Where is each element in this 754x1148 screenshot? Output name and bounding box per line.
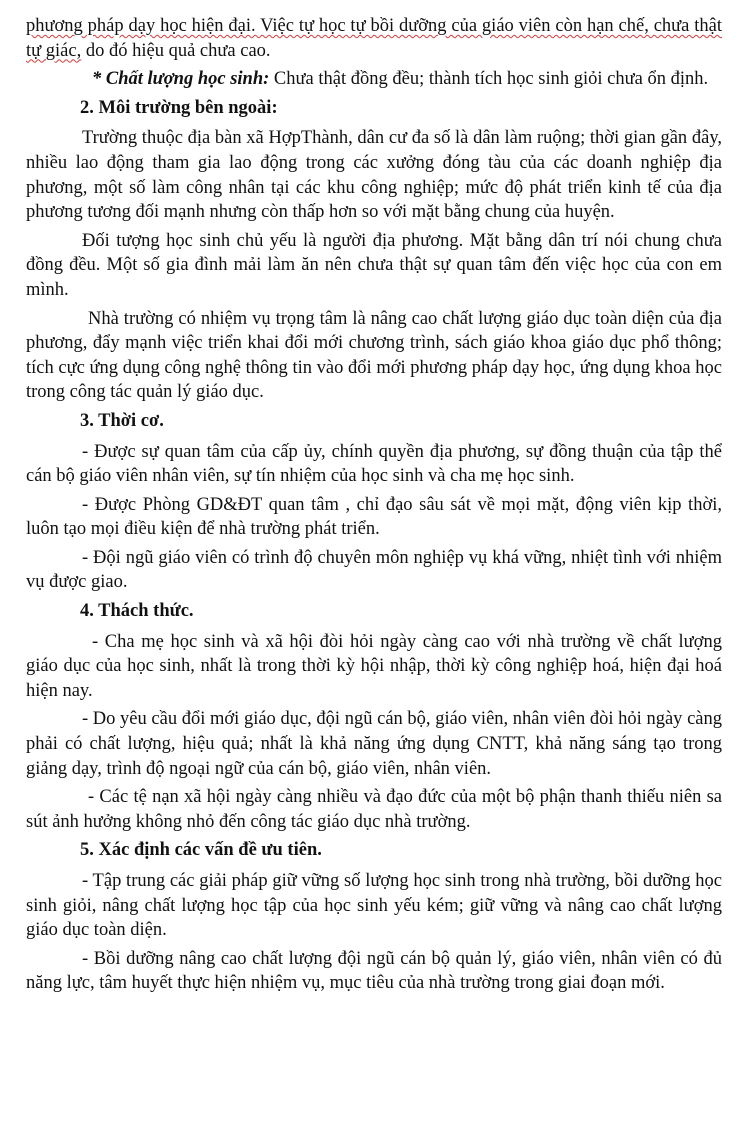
- intro-paragraph: [26, 14, 722, 63]
- section-heading-external-environment: 2. Môi trường bên ngoài:: [80, 97, 278, 118]
- student-quality-label: * Chất lượng học sinh:: [92, 69, 270, 90]
- section-paragraph: - Cha mẹ học sinh và xã hội đòi hỏi ngày càng cao với nhà trường về chất lượng giáo dục của học sinh, nhất là trong thời kỳ hội nhập, thời kỳ công nghiệp hoá, hiện đại hoá hiện nay.: [26, 631, 722, 701]
- section-paragraph: - Đội ngũ giáo viên có trình độ chuyên môn nghiệp vụ khá vững, nhiệt tình với nhiệm vụ được giao.: [26, 547, 722, 593]
- section-paragraph: Nhà trường có nhiệm vụ trọng tâm là nâng cao chất lượng giáo dục toàn diện của địa phương, đẩy mạnh việc triển khai đổi mới chương trình, sách giáo khoa giáo dục phổ thông; tích cực ứng dụng công nghệ thông tin vào đổi mới phương pháp dạy học, ứng dụng khoa học trong công tác quản lý giáo dục.: [26, 308, 722, 403]
- section-paragraph: - Do yêu cầu đổi mới giáo dục, đội ngũ cán bộ, giáo viên, nhân viên đòi hỏi ngày càng phải có chất lượng, hiệu quả; nhất là khả năng ứng dụng CNTT, khả năng sáng tạo trong giảng dạy, trình độ ngoại ngữ của cán bộ, giáo viên, nhân viên.: [26, 709, 722, 779]
- student-quality-paragraph: [26, 67, 722, 92]
- intro-paragraph-text: do đó hiệu quả chưa cao.: [81, 40, 271, 61]
- section-heading-challenges: 4. Thách thức.: [80, 601, 194, 622]
- section-paragraph: Đối tượng học sinh chủ yếu là người địa phương. Mặt bằng dân trí nói chung chưa đồng đều. Một số gia đình mải làm ăn nên chưa thật sự quan tâm đến việc học của con em mình.: [26, 230, 722, 300]
- section-paragraph: Trường thuộc địa bàn xã HợpThành, dân cư đa số là dân làm ruộng; thời gian gần đây, nhiều lao động tham gia lao động trong các xưởng đóng tàu của các doanh nghiệp địa phương, một số làm công nhân tại các khu công nghiệp; mức độ phát triển kinh tế của địa phương tương đối mạnh nhưng còn thấp hơn so với mặt bằng chung của huyện.: [26, 128, 722, 223]
- student-quality-text: Chưa thật đồng đều; thành tích học sinh giỏi chưa ổn định.: [269, 69, 709, 90]
- intro-paragraph-spellcheck-text: phương pháp dạy học hiện đại. Việc tự học tự bồi dưỡng của giáo viên còn hạn chế, chưa thật tự giác,: [26, 16, 722, 61]
- section-heading-priorities: 5. Xác định các vấn đề ưu tiên.: [80, 840, 322, 861]
- section-heading-opportunities: 3. Thời cơ.: [80, 410, 164, 431]
- section-paragraph: - Được Phòng GD&ĐT quan tâm , chỉ đạo sâu sát về mọi mặt, động viên kịp thời, luôn tạo mọi điều kiện để nhà trường phát triển.: [26, 494, 722, 540]
- section-paragraph: - Tập trung các giải pháp giữ vững số lượng học sinh trong nhà trường, bồi dưỡng học sinh giỏi, nâng chất lượng học tập của học sinh yếu kém; giữ vững và nâng cao chất lượng giáo dục toàn diện.: [26, 871, 722, 941]
- section-paragraph: - Được sự quan tâm của cấp ủy, chính quyền địa phương, sự đồng thuận của tập thể cán bộ giáo viên nhân viên, sự tín nhiệm của học sinh và cha mẹ học sinh.: [26, 441, 722, 487]
- section-paragraph: - Các tệ nạn xã hội ngày càng nhiều và đạo đức của một bộ phận thanh thiếu niên sa sút ảnh hưởng không nhỏ đến công tác giáo dục nhà trường.: [26, 787, 722, 832]
- document-page: [26, 14, 722, 998]
- section-paragraph: - Bồi dưỡng nâng cao chất lượng đội ngũ cán bộ quản lý, giáo viên, nhân viên có đủ năng lực, tâm huyết thực hiện nhiệm vụ, mục tiêu của nhà trường trong giai đoạn mới.: [26, 948, 722, 994]
